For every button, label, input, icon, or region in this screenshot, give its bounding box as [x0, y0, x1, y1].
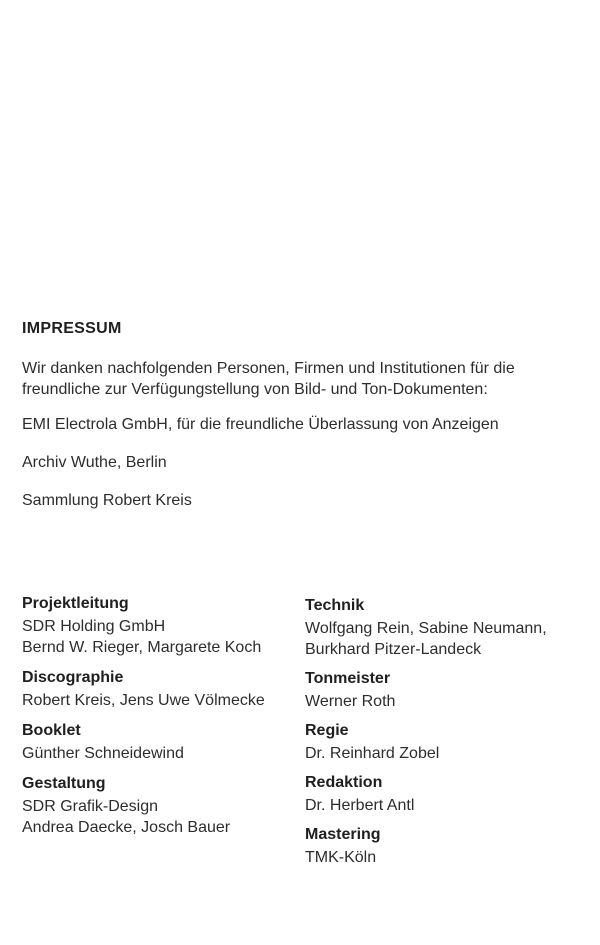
credit-block-regie [305, 721, 595, 764]
credit-title: Gestaltung [22, 775, 106, 792]
credit-line: Andrea Daecke, Josch Bauer [22, 819, 231, 836]
credit-block-booklet [22, 721, 312, 764]
credit-line: Burkhard Pitzer-Landeck [305, 641, 482, 658]
credit-line: Bernd W. Rieger, Margarete Koch [22, 639, 262, 656]
credit-title: Regie [305, 722, 349, 739]
impressum-heading: IMPRESSUM [22, 320, 122, 337]
credit-block-mastering [305, 825, 595, 868]
thanks-paragraph: Wir danken nachfolgenden Personen, Firmen und Institutionen für die freundliche zur Verfügungstellung von Bild- und Ton-Dokumenten: [22, 360, 515, 398]
credit-line: Dr. Herbert Antl [305, 797, 415, 814]
credit-line: Robert Kreis, Jens Uwe Völmecke [22, 692, 265, 709]
credit-title: Projektleitung [22, 595, 129, 612]
credit-block-redaktion [305, 773, 595, 816]
credit-line: TMK-Köln [305, 849, 377, 866]
credit-block-projektleitung [22, 594, 312, 658]
impressum-section [22, 320, 582, 511]
credit-block-technik [305, 596, 595, 660]
credit-line: Wolfgang Rein, Sabine Neumann, [305, 620, 547, 637]
thanks-entry: Sammlung Robert Kreis [22, 492, 192, 509]
credit-title: Technik [305, 597, 365, 614]
credit-title: Redaktion [305, 774, 383, 791]
credits-right-column [305, 596, 595, 877]
credit-title: Mastering [305, 826, 381, 843]
credit-block-gestaltung [22, 774, 312, 838]
credit-block-discographie [22, 668, 312, 711]
credit-line: Werner Roth [305, 693, 396, 710]
thanks-entry: Archiv Wuthe, Berlin [22, 454, 167, 471]
credit-line: Dr. Reinhard Zobel [305, 745, 440, 762]
credit-line: Günther Schneidewind [22, 745, 184, 762]
thanks-entry: EMI Electrola GmbH, für die freundliche Überlassung von Anzeigen [22, 416, 499, 433]
credit-title: Tonmeister [305, 670, 391, 687]
credit-title: Booklet [22, 722, 81, 739]
credit-line: SDR Grafik-Design [22, 798, 159, 815]
credit-line: SDR Holding GmbH [22, 618, 166, 635]
credit-block-tonmeister [305, 669, 595, 712]
credits-left-column [22, 594, 312, 848]
credit-title: Discographie [22, 669, 124, 686]
